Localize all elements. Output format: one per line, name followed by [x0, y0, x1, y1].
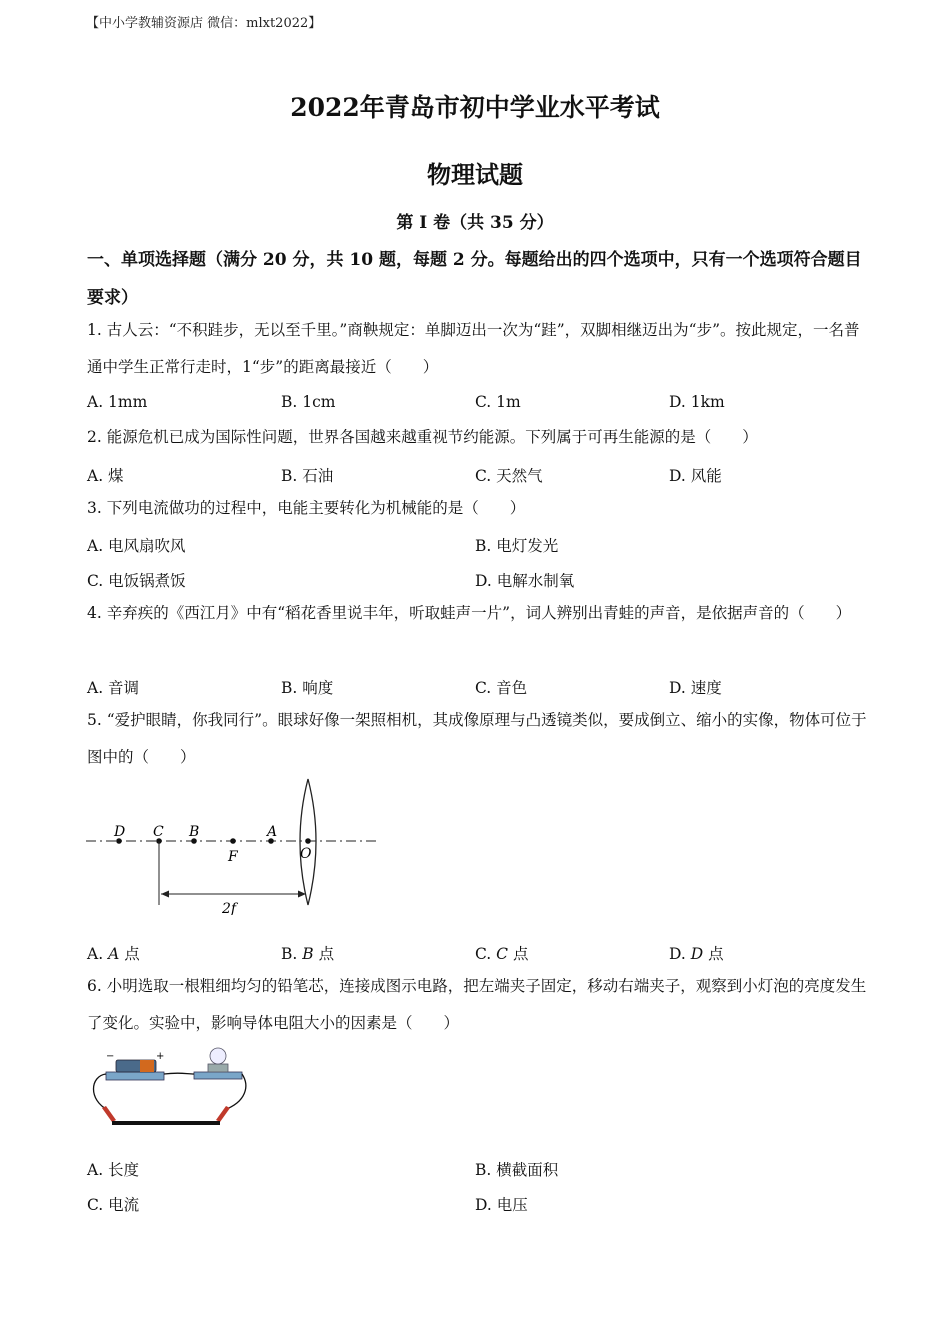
point-o: [305, 838, 311, 844]
q5-option-d[interactable]: D. D 点: [669, 945, 724, 963]
q1-option-c[interactable]: C. 1m: [475, 393, 521, 411]
battery-plus-label: +: [156, 1051, 165, 1062]
q1-option-b[interactable]: B. 1cm: [281, 393, 336, 411]
wire-right: [224, 1074, 246, 1110]
q5-option-a[interactable]: A. A 点: [87, 945, 140, 963]
q6-option-c[interactable]: C. 电流: [87, 1196, 140, 1214]
label-c: C: [153, 824, 164, 840]
question-4-stem: 4. 辛弃疾的《西江月》中有“稻花香里说丰年，听取蛙声一片”，词人辨别出青蛙的声音，是依据声音的（ ）: [87, 604, 852, 622]
battery-cap: [140, 1060, 154, 1072]
q5-option-c[interactable]: C. C 点: [475, 945, 529, 963]
battery-minus-label: −: [106, 1051, 115, 1062]
q3-option-c[interactable]: C. 电饭锅煮饭: [87, 572, 186, 590]
exam-title: 2022年青岛市初中学业水平考试: [290, 93, 660, 122]
point-f: [230, 838, 236, 844]
lens-diagram: [84, 775, 384, 915]
q2-option-a[interactable]: A. 煤: [87, 467, 124, 485]
q6-option-a[interactable]: A. 长度: [87, 1161, 140, 1179]
question-3-stem: 3. 下列电流做功的过程中，电能主要转化为机械能的是（ ）: [87, 499, 526, 517]
q4-option-b[interactable]: B. 响度: [281, 679, 334, 697]
label-o: O: [300, 846, 312, 862]
arrow-left: [161, 891, 169, 898]
q6-option-b[interactable]: B. 横截面积: [475, 1161, 559, 1179]
exam-subtitle: 物理试题: [427, 160, 523, 189]
label-d: D: [114, 824, 126, 840]
q3-option-b[interactable]: B. 电灯发光: [475, 537, 559, 555]
header-note: 【中小学教辅资源店 微信：mlxt2022】: [86, 16, 322, 31]
q4-option-a[interactable]: A. 音调: [87, 679, 140, 697]
q1-option-a[interactable]: A. 1mm: [87, 393, 148, 411]
left-clip: [102, 1106, 116, 1122]
label-b: B: [189, 824, 200, 840]
q2-option-d[interactable]: D. 风能: [669, 467, 722, 485]
question-5-stem: 5. “爱护眼睛，你我同行”。眼球好像一架照相机，其成像原理与凸透镜类似，要成倒立、缩小的实像，物体可位于图中的（ ）: [87, 711, 867, 766]
pencil-lead: [112, 1121, 220, 1125]
lamp-base: [194, 1072, 242, 1079]
circuit-diagram: [86, 1044, 251, 1132]
q3-option-d[interactable]: D. 电解水制氧: [475, 572, 575, 590]
question-6-stem: 6. 小明选取一根粗细均匀的铅笔芯，连接成图示电路，把左端夹子固定，移动右端夹子，观察到小灯泡的亮度发生了变化。实验中，影响导体电阻大小的因素是（ ）: [87, 977, 867, 1032]
wire-middle: [164, 1073, 194, 1074]
q2-option-c[interactable]: C. 天然气: [475, 467, 543, 485]
q3-option-a[interactable]: A. 电风扇吹风: [87, 537, 186, 555]
q4-option-d[interactable]: D. 速度: [669, 679, 722, 697]
q2-option-b[interactable]: B. 石油: [281, 467, 334, 485]
q6-option-d[interactable]: D. 电压: [475, 1196, 528, 1214]
question-2-stem: 2. 能源危机已成为国际性问题，世界各国越来越重视节约能源。下列属于可再生能源的是（ ）: [87, 428, 758, 446]
label-a: A: [267, 824, 278, 840]
lamp-socket: [208, 1064, 228, 1072]
question-1-stem: 1. 古人云：“不积跬步，无以至千里。”商鞅规定：单脚迈出一次为“跬”，双脚相继迈出为“步”。按此规定，一名普通中学生正常行走时，1“步”的距离最接近（ ）: [87, 321, 860, 376]
battery-base: [106, 1072, 164, 1080]
light-bulb: [210, 1048, 226, 1064]
volume-heading: 第 I 卷（共 35 分）: [396, 213, 554, 233]
label-2f: 2f: [222, 901, 237, 915]
q4-option-c[interactable]: C. 音色: [475, 679, 528, 697]
q5-option-b[interactable]: B. B 点: [281, 945, 335, 963]
section-heading: 一、单项选择题（满分 20 分，共 10 题，每题 2 分。每题给出的四个选项中，只有一个选项符合题目要求）: [87, 250, 862, 308]
right-clip: [216, 1106, 230, 1122]
q1-option-d[interactable]: D. 1km: [669, 393, 725, 411]
label-f: F: [228, 849, 238, 865]
